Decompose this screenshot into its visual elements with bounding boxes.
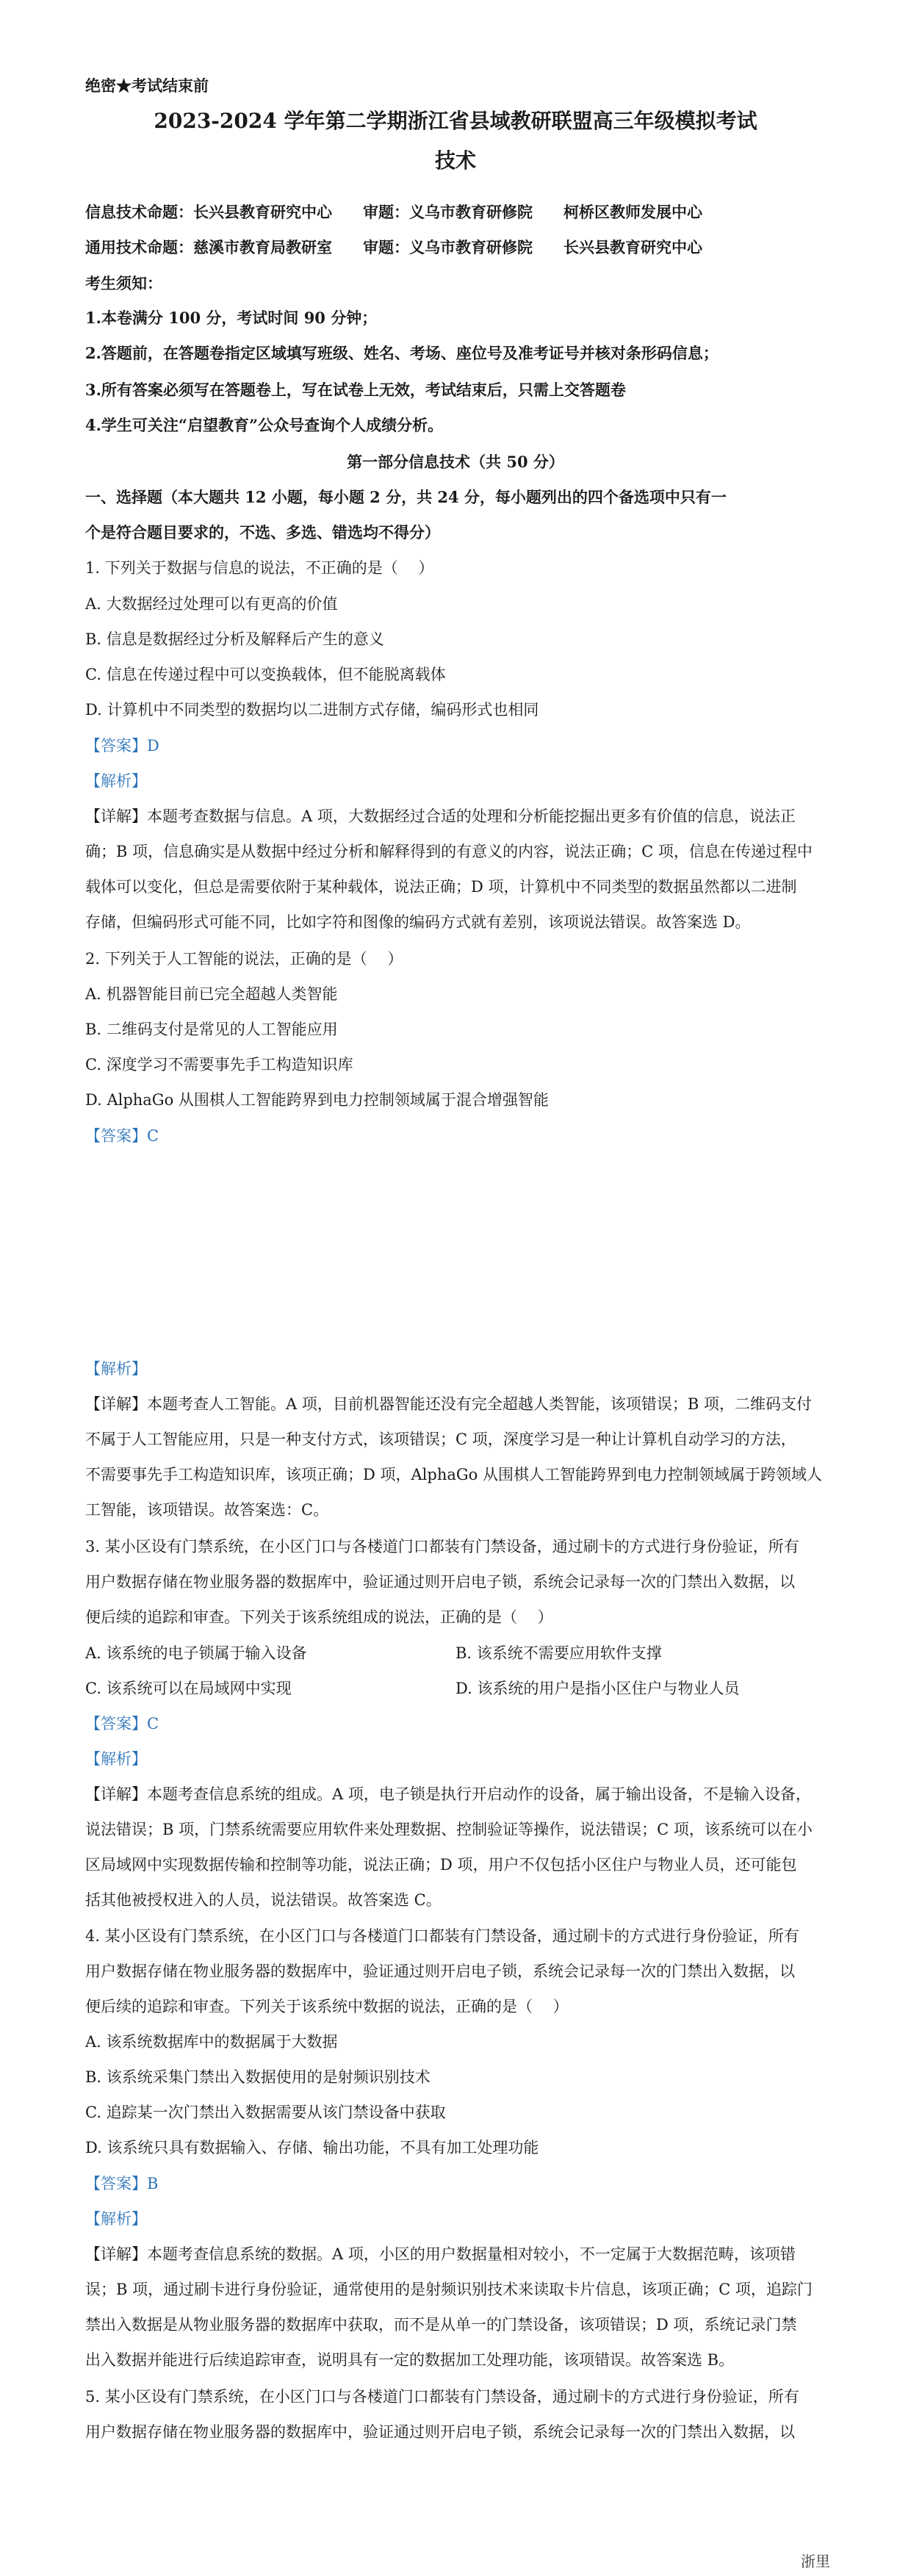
q4-option-c: C. 追踪某一次门禁出入数据需要从该门禁设备中获取 (85, 2104, 446, 2121)
q4-detail-line: 【详解】本题考查信息系统的数据。A 项，小区的用户数据量相对较小，不一定属于大数据范畴，该项错 (85, 2245, 796, 2263)
q3-detail-line: 区局域网中实现数据传输和控制等功能，说法正确；D 项，用户不仅包括小区住户与物业人员，还可能包 (85, 1856, 797, 1874)
q4-option-a: A. 该系统数据库中的数据属于大数据 (85, 2033, 338, 2051)
q1-analysis-label: 【解析】 (85, 772, 147, 790)
q5-stem-line: 用户数据存储在物业服务器的数据库中，验证通过则开启电子锁，系统会记录每一次的门禁出入数据，以 (85, 2423, 795, 2441)
q1-detail-line: 载体可以变化，但总是需要依附于某种载体，说法正确；D 项，计算机中不同类型的数据虽然都以二进制 (85, 878, 797, 896)
q4-detail-line: 误；B 项，通过刷卡进行身份验证，通常使用的是射频识别技术来读取卡片信息，该项正确；C 项，追踪门 (85, 2281, 813, 2298)
q4-detail-line: 出入数据并能进行后续追踪审查，说明具有一定的数据加工处理功能，该项错误。故答案选 B。 (85, 2351, 735, 2369)
notice-item-2: 2.答题前，在答题卷指定区域填写班级、姓名、考场、座位号及准考证号并核对条形码信息； (85, 344, 719, 362)
q2-option-a: A. 机器智能目前已完全超越人类智能 (85, 985, 338, 1003)
q5-stem-line: 5. 某小区设有门禁系统，在小区门口与各楼道门口都装有门禁设备，通过刷卡的方式进行身份验证，所有 (85, 2388, 799, 2406)
q1-option-a: A. 大数据经过处理可以有更高的价值 (85, 595, 338, 613)
q4-answer: 【答案】B (85, 2175, 159, 2192)
notice-item-1: 1.本卷满分 100 分，考试时间 90 分钟； (85, 309, 378, 327)
section-heading-line2: 个是符合题目要求的，不选、多选、错选均不得分） (85, 523, 440, 542)
q2-detail-line: 不需要事先手工构造知识库，该项正确；D 项，AlphaGo 从围棋人工智能跨界到电力控制领域属于跨领域人 (85, 1466, 822, 1483)
q2-stem: 2. 下列关于人工智能的说法，正确的是（ ） (85, 950, 403, 968)
q2-option-d: D. AlphaGo 从围棋人工智能跨界到电力控制领域属于混合增强智能 (85, 1091, 549, 1109)
q3-answer: 【答案】C (85, 1715, 159, 1733)
q2-detail-line: 不属于人工智能应用，只是一种支付方式，该项错误；C 项，深度学习是一种让计算机自动学习的方法， (85, 1431, 796, 1448)
q1-stem: 1. 下列关于数据与信息的说法，不正确的是（ ） (85, 559, 434, 577)
credits-info-tech: 信息技术命题：长兴县教育研究中心 审题：义乌市教育研修院 柯桥区教师发展中心 (85, 203, 702, 221)
secret-label: 绝密★考试结束前 (85, 76, 209, 95)
exam-subtitle: 技术 (434, 148, 476, 173)
notice-item-3: 3.所有答案必须写在答题卷上，写在试卷上无效，考试结束后，只需上交答题卷 (85, 381, 626, 399)
q1-detail-line: 确；B 项，信息确实是从数据中经过分析和解释得到的有意义的内容，说法正确；C 项，信息在传递过程中 (85, 843, 813, 860)
q4-stem-line: 便后续的追踪和审查。下列关于该系统中数据的说法，正确的是（ ） (85, 1998, 569, 2015)
q2-analysis-label: 【解析】 (85, 1360, 147, 1378)
q4-detail-line: 禁出入数据是从物业服务器的数据库中获取，而不是从单一的门禁设备，该项错误；D 项，系统记录门禁 (85, 2316, 797, 2334)
page-footer: 浙里 (801, 2552, 830, 2570)
notice-heading: 考生须知： (85, 274, 162, 292)
q1-option-c: C. 信息在传递过程中可以变换载体，但不能脱离载体 (85, 666, 446, 683)
q3-option-d: D. 该系统的用户是指小区住户与物业人员 (455, 1680, 740, 1697)
q4-stem-line: 用户数据存储在物业服务器的数据库中，验证通过则开启电子锁，系统会记录每一次的门禁出入数据，以 (85, 1962, 795, 1980)
q2-detail-line: 【详解】本题考查人工智能。A 项，目前机器智能还没有完全超越人类智能，该项错误；B 项，二维码支付 (85, 1395, 812, 1413)
q4-stem-line: 4. 某小区设有门禁系统，在小区门口与各楼道门口都装有门禁设备，通过刷卡的方式进行身份验证，所有 (85, 1927, 799, 1945)
q2-detail-line: 工智能，该项错误。故答案选：C。 (85, 1501, 329, 1519)
q3-detail-line: 【详解】本题考查信息系统的组成。A 项，电子锁是执行开启动作的设备，属于输出设备，不是输入设备， (85, 1785, 811, 1803)
q3-stem-line: 3. 某小区设有门禁系统，在小区门口与各楼道门口都装有门禁设备，通过刷卡的方式进行身份验证，所有 (85, 1538, 799, 1555)
q3-detail-line: 说法错误；B 项，门禁系统需要应用软件来处理数据、控制验证等操作，说法错误；C 项，该系统可以在小 (85, 1821, 813, 1838)
q4-option-d: D. 该系统只具有数据输入、存储、输出功能，不具有加工处理功能 (85, 2139, 539, 2156)
q3-option-b: B. 该系统不需要应用软件支撑 (455, 1644, 662, 1662)
q2-option-b: B. 二维码支付是常见的人工智能应用 (85, 1021, 338, 1038)
q1-option-d: D. 计算机中不同类型的数据均以二进制方式存储，编码形式也相同 (85, 701, 539, 719)
part1-heading: 第一部分信息技术（共 50 分） (347, 453, 564, 471)
notice-item-4: 4.学生可关注“启望教育”公众号查询个人成绩分析。 (85, 416, 444, 434)
credits-general-tech: 通用技术命题：慈溪市教育局教研室 审题：义乌市教育研修院 长兴县教育研究中心 (85, 238, 702, 256)
exam-title: 2023-2024 学年第二学期浙江省县域教研联盟高三年级模拟考试 (154, 109, 757, 133)
q3-stem-line: 便后续的追踪和审查。下列关于该系统组成的说法，正确的是（ ） (85, 1608, 553, 1626)
q1-option-b: B. 信息是数据经过分析及解释后产生的意义 (85, 630, 384, 648)
q3-option-c: C. 该系统可以在局域网中实现 (85, 1680, 292, 1697)
q3-analysis-label: 【解析】 (85, 1750, 147, 1768)
q4-analysis-label: 【解析】 (85, 2210, 147, 2228)
q3-stem-line: 用户数据存储在物业服务器的数据库中，验证通过则开启电子锁，系统会记录每一次的门禁出入数据，以 (85, 1573, 795, 1591)
q1-detail-line: 【详解】本题考查数据与信息。A 项，大数据经过合适的处理和分析能挖掘出更多有价值的信息，说法正 (85, 807, 796, 825)
q4-option-b: B. 该系统采集门禁出入数据使用的是射频识别技术 (85, 2068, 431, 2086)
section-heading-line1: 一、选择题（本大题共 12 小题，每小题 2 分，共 24 分，每小题列出的四个备选项中只有一 (85, 488, 727, 506)
q1-answer: 【答案】D (85, 737, 159, 755)
q3-option-a: A. 该系统的电子锁属于输入设备 (85, 1644, 307, 1662)
q2-option-c: C. 深度学习不需要事先手工构造知识库 (85, 1056, 353, 1073)
q1-detail-line: 存储，但编码形式可能不同，比如字符和图像的编码方式就有差别，该项说法错误。故答案选 D。 (85, 913, 751, 931)
q3-detail-line: 括其他被授权进入的人员，说法错误。故答案选 C。 (85, 1891, 442, 1909)
q2-answer: 【答案】C (85, 1127, 159, 1145)
